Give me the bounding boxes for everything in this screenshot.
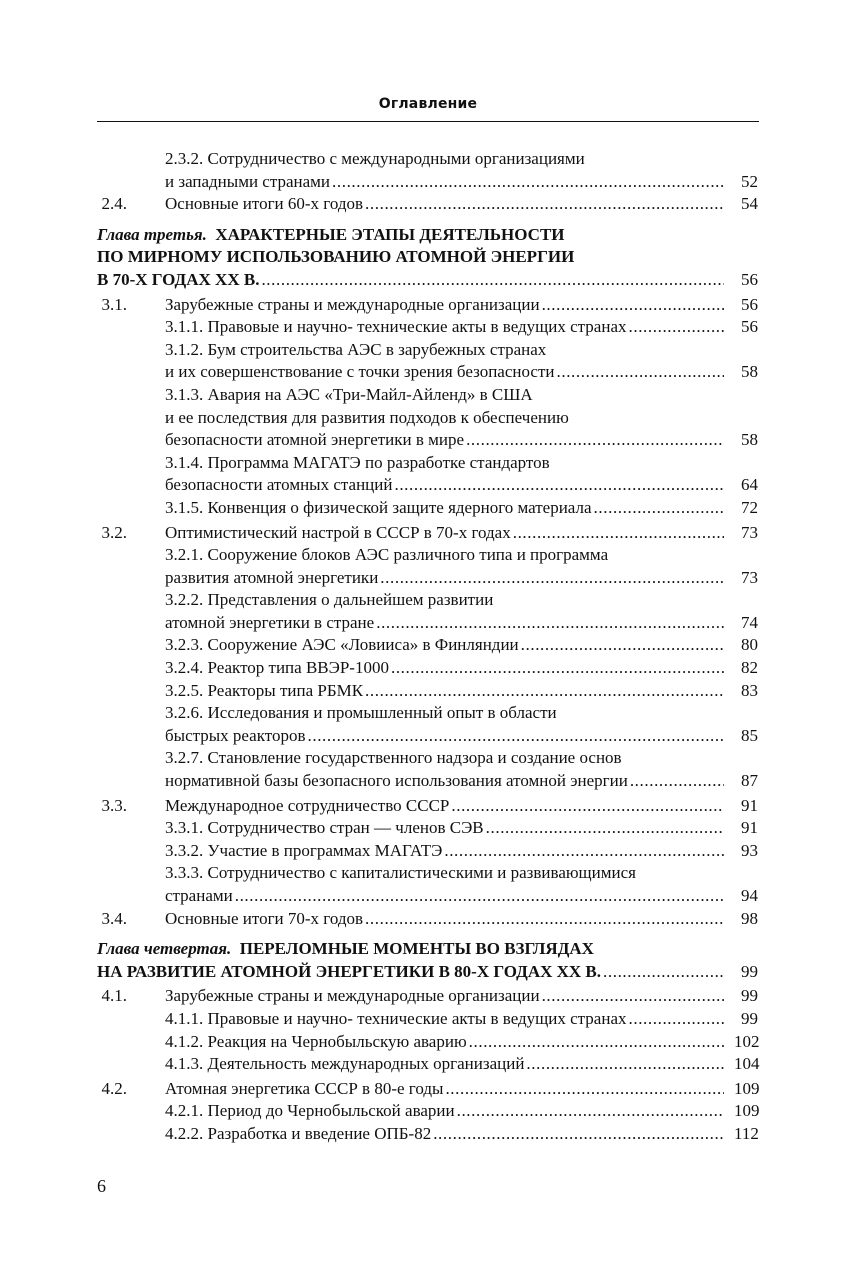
toc-page-number: 99	[741, 961, 758, 981]
toc-leader: 4.2.1. Период до Чернобыльской аварии .....	[165, 1100, 726, 1123]
toc-entry-3-1-4-cont	[0, 474, 857, 497]
toc-entry-text: 3.2.6. Исследования и промышленный опыт в области	[165, 703, 557, 723]
toc-entry-text: 3.1.2. Бум строительства АЭС в зарубежных странах	[165, 339, 547, 359]
toc-entry-3-1-1	[0, 316, 857, 339]
toc-entry-3-2-5	[0, 680, 857, 703]
toc-leader: В 70-Х ГОДАХ ХХ В. .....	[97, 269, 726, 292]
toc-leader: атомной энергетики в стране .....	[165, 612, 726, 635]
toc-page-number: 99	[741, 1008, 758, 1028]
toc-entry-text: 3.2.7. Становление государственного надзора и создание основ	[165, 748, 622, 768]
toc-entry-2-3-2	[0, 148, 857, 171]
toc-page-number: 58	[741, 362, 758, 382]
toc-entry-3-2-4	[0, 657, 857, 680]
toc-entry-3-3-2	[0, 840, 857, 863]
toc-leader: НА РАЗВИТИЕ АТОМНОЙ ЭНЕРГЕТИКИ В 80-Х ГОДАХ ХХ В. .....	[97, 961, 726, 984]
toc-leader: 3.1.1. Правовые и научно- технические акты в ведущих странах .....	[165, 316, 726, 339]
toc-leader: Международное сотрудничество СССР .....	[165, 795, 726, 818]
toc-leader: Зарубежные страны и международные организации .....	[165, 985, 726, 1008]
toc-leader: нормативной базы безопасного использования атомной энергии .....	[165, 770, 726, 793]
toc-entry-3-4	[0, 908, 857, 931]
toc-entry-4-1-3	[0, 1053, 857, 1076]
toc-leader: безопасности атомной энергетики в мире .....	[165, 429, 726, 452]
toc-entry-3-2-1	[0, 544, 857, 567]
chapter-title-line: ПО МИРНОМУ ИСПОЛЬЗОВАНИЮ АТОМНОЙ ЭНЕРГИИ	[97, 247, 575, 267]
toc-leader: Основные итоги 70-х годов .....	[165, 908, 726, 931]
chapter-3-heading-cont	[0, 246, 857, 269]
table-of-contents	[0, 148, 857, 1146]
toc-leader: 3.2.3. Сооружение АЭС «Ловииса» в Финляндии .....	[165, 634, 726, 657]
section-number: 4.2.	[101, 1078, 127, 1098]
toc-leader: 4.1.1. Правовые и научно- технические акты в ведущих странах .....	[165, 1008, 726, 1031]
chapter-4-heading	[0, 938, 857, 961]
toc-leader: 3.1.5. Конвенция о физической защите ядерного материала .....	[165, 497, 726, 520]
toc-entry-4-1-2	[0, 1031, 857, 1054]
toc-leader: Атомная энергетика СССР в 80-е годы .....	[165, 1078, 726, 1101]
toc-entry-3-1-3	[0, 384, 857, 407]
toc-leader: странами .....	[165, 885, 726, 908]
page-number: 6	[97, 1176, 106, 1196]
toc-entry-3-1-4	[0, 452, 857, 475]
toc-page-number: 80	[741, 635, 758, 655]
toc-leader: быстрых реакторов .....	[165, 725, 726, 748]
toc-leader: безопасности атомных станций .....	[165, 474, 726, 497]
toc-page-number: 102	[734, 1031, 760, 1051]
toc-entry-3-2-6	[0, 702, 857, 725]
toc-entry-2-3-2-cont	[0, 171, 857, 194]
toc-entry-3-3	[0, 795, 857, 818]
toc-page-number: 91	[741, 818, 758, 838]
toc-page-number: 83	[741, 680, 758, 700]
toc-leader: и западными странами .....	[165, 171, 726, 194]
section-number: 2.4.	[101, 194, 127, 214]
toc-page-number: 82	[741, 658, 758, 678]
chapter-label: Глава третья	[97, 224, 203, 244]
section-number: 4.1.	[101, 986, 127, 1006]
toc-entry-3-3-3-cont	[0, 885, 857, 908]
toc-entry-3-3-1	[0, 817, 857, 840]
header-rule	[97, 121, 759, 122]
toc-entry-3-1-2-cont	[0, 361, 857, 384]
chapter-title-line: ХАРАКТЕРНЫЕ ЭТАПЫ ДЕЯТЕЛЬНОСТИ	[215, 224, 565, 244]
toc-page-number: 85	[741, 725, 758, 745]
toc-entry-3-1-5	[0, 497, 857, 520]
toc-entry-4-2	[0, 1078, 857, 1101]
toc-entry-text: 3.1.4. Программа МАГАТЭ по разработке стандартов	[165, 452, 550, 472]
toc-entry-3-2-6-cont	[0, 725, 857, 748]
toc-leader: развития атомной энергетики .....	[165, 567, 726, 590]
toc-leader: и их совершенствование с точки зрения безопасности .....	[165, 361, 726, 384]
toc-leader: Зарубежные страны и международные организации .....	[165, 294, 726, 317]
toc-page-number: 112	[734, 1123, 759, 1143]
toc-page-number: 109	[734, 1101, 760, 1121]
toc-entry-3-2-7	[0, 747, 857, 770]
toc-entry-3-1	[0, 294, 857, 317]
toc-leader: 3.3.2. Участие в программах МАГАТЭ .....	[165, 840, 726, 863]
toc-leader: Оптимистический настрой в СССР в 70-х годах .....	[165, 522, 726, 545]
chapter-3-heading-last	[0, 269, 857, 292]
toc-page-number: 72	[741, 497, 758, 517]
toc-page-number: 74	[741, 612, 758, 632]
toc-leader: 3.3.1. Сотрудничество стран — членов СЭВ .....	[165, 817, 726, 840]
toc-page-number: 104	[734, 1054, 760, 1074]
toc-page-number: 99	[741, 986, 758, 1006]
chapter-3-heading: Глава третья. ХАРАКТЕРНЫЕ ЭТАПЫ ДЕЯТЕЛЬНОСТИ	[97, 224, 565, 244]
section-number: 3.2.	[101, 522, 127, 542]
toc-entry-text: 3.2.1. Сооружение блоков АЭС различного типа и программа	[165, 545, 609, 565]
toc-page-number: 93	[741, 840, 758, 860]
toc-leader: Основные итоги 60-х годов .....	[165, 193, 726, 216]
toc-leader: 3.2.5. Реакторы типа РБМК .....	[165, 680, 726, 703]
section-number: 3.4.	[101, 908, 127, 928]
toc-entry-3-2-2	[0, 589, 857, 612]
toc-leader: 4.2.2. Разработка и введение ОПБ-82 .....	[165, 1123, 726, 1146]
toc-page-number: 73	[741, 522, 758, 542]
toc-entry-3-1-3-cont	[0, 407, 857, 430]
toc-leader: 4.1.2. Реакция на Чернобыльскую аварию .....	[165, 1031, 726, 1054]
toc-page-number: 98	[741, 908, 758, 928]
toc-entry-text: 2.3.2. Сотрудничество с международными организациями	[165, 149, 585, 168]
toc-entry-4-1	[0, 985, 857, 1008]
toc-entry-4-2-1	[0, 1100, 857, 1123]
toc-page-number: 73	[741, 567, 758, 587]
toc-entry-text: 3.2.2. Представления о дальнейшем развитии	[165, 590, 494, 610]
toc-leader: 3.2.4. Реактор типа ВВЭР-1000 .....	[165, 657, 726, 680]
chapter-label: Глава четвертая.	[97, 939, 232, 959]
section-number: 3.3.	[101, 795, 127, 815]
toc-leader: 4.1.3. Деятельность международных организаций .....	[165, 1053, 726, 1076]
toc-entry-3-2-2-cont	[0, 612, 857, 635]
toc-page-number: 87	[741, 771, 758, 791]
toc-page-number: 56	[741, 294, 758, 314]
toc-entry-4-2-2	[0, 1123, 857, 1146]
toc-page-number: 109	[734, 1078, 760, 1098]
toc-page-number: 54	[741, 194, 758, 214]
toc-entry-text: 3.3.3. Сотрудничество с капиталистическими и развивающимися	[165, 863, 636, 883]
toc-page-number: 64	[741, 475, 758, 495]
toc-page-number: 52	[741, 171, 758, 191]
toc-page-number: 91	[741, 795, 758, 815]
toc-page-number: 56	[741, 317, 758, 337]
section-number: 3.1.	[101, 294, 127, 314]
toc-entry-3-3-3	[0, 862, 857, 885]
toc-page-number: 94	[741, 886, 758, 905]
toc-entry-3-1-3-last	[0, 429, 857, 452]
toc-entry-3-2-3	[0, 634, 857, 657]
toc-entry-text: 3.1.3. Авария на АЭС «Три-Майл-Айленд» в США	[165, 384, 533, 404]
toc-entry-2-4	[0, 193, 857, 216]
chapter-title-line: ПЕРЕЛОМНЫЕ МОМЕНТЫ ВО ВЗГЛЯДАХ	[239, 939, 594, 959]
chapter-4-heading-last	[0, 961, 857, 984]
toc-entry-4-1-1	[0, 1008, 857, 1031]
toc-entry-text: и ее последствия для развития подходов к обеспечению	[165, 407, 569, 427]
toc-entry-3-2-1-cont	[0, 567, 857, 590]
toc-entry-3-2	[0, 522, 857, 545]
toc-entry-3-1-2	[0, 339, 857, 362]
toc-entry-3-2-7-cont	[0, 770, 857, 793]
toc-page-number: 58	[741, 430, 758, 450]
running-header: Оглавление	[378, 96, 478, 112]
toc-page-number: 56	[741, 269, 758, 289]
